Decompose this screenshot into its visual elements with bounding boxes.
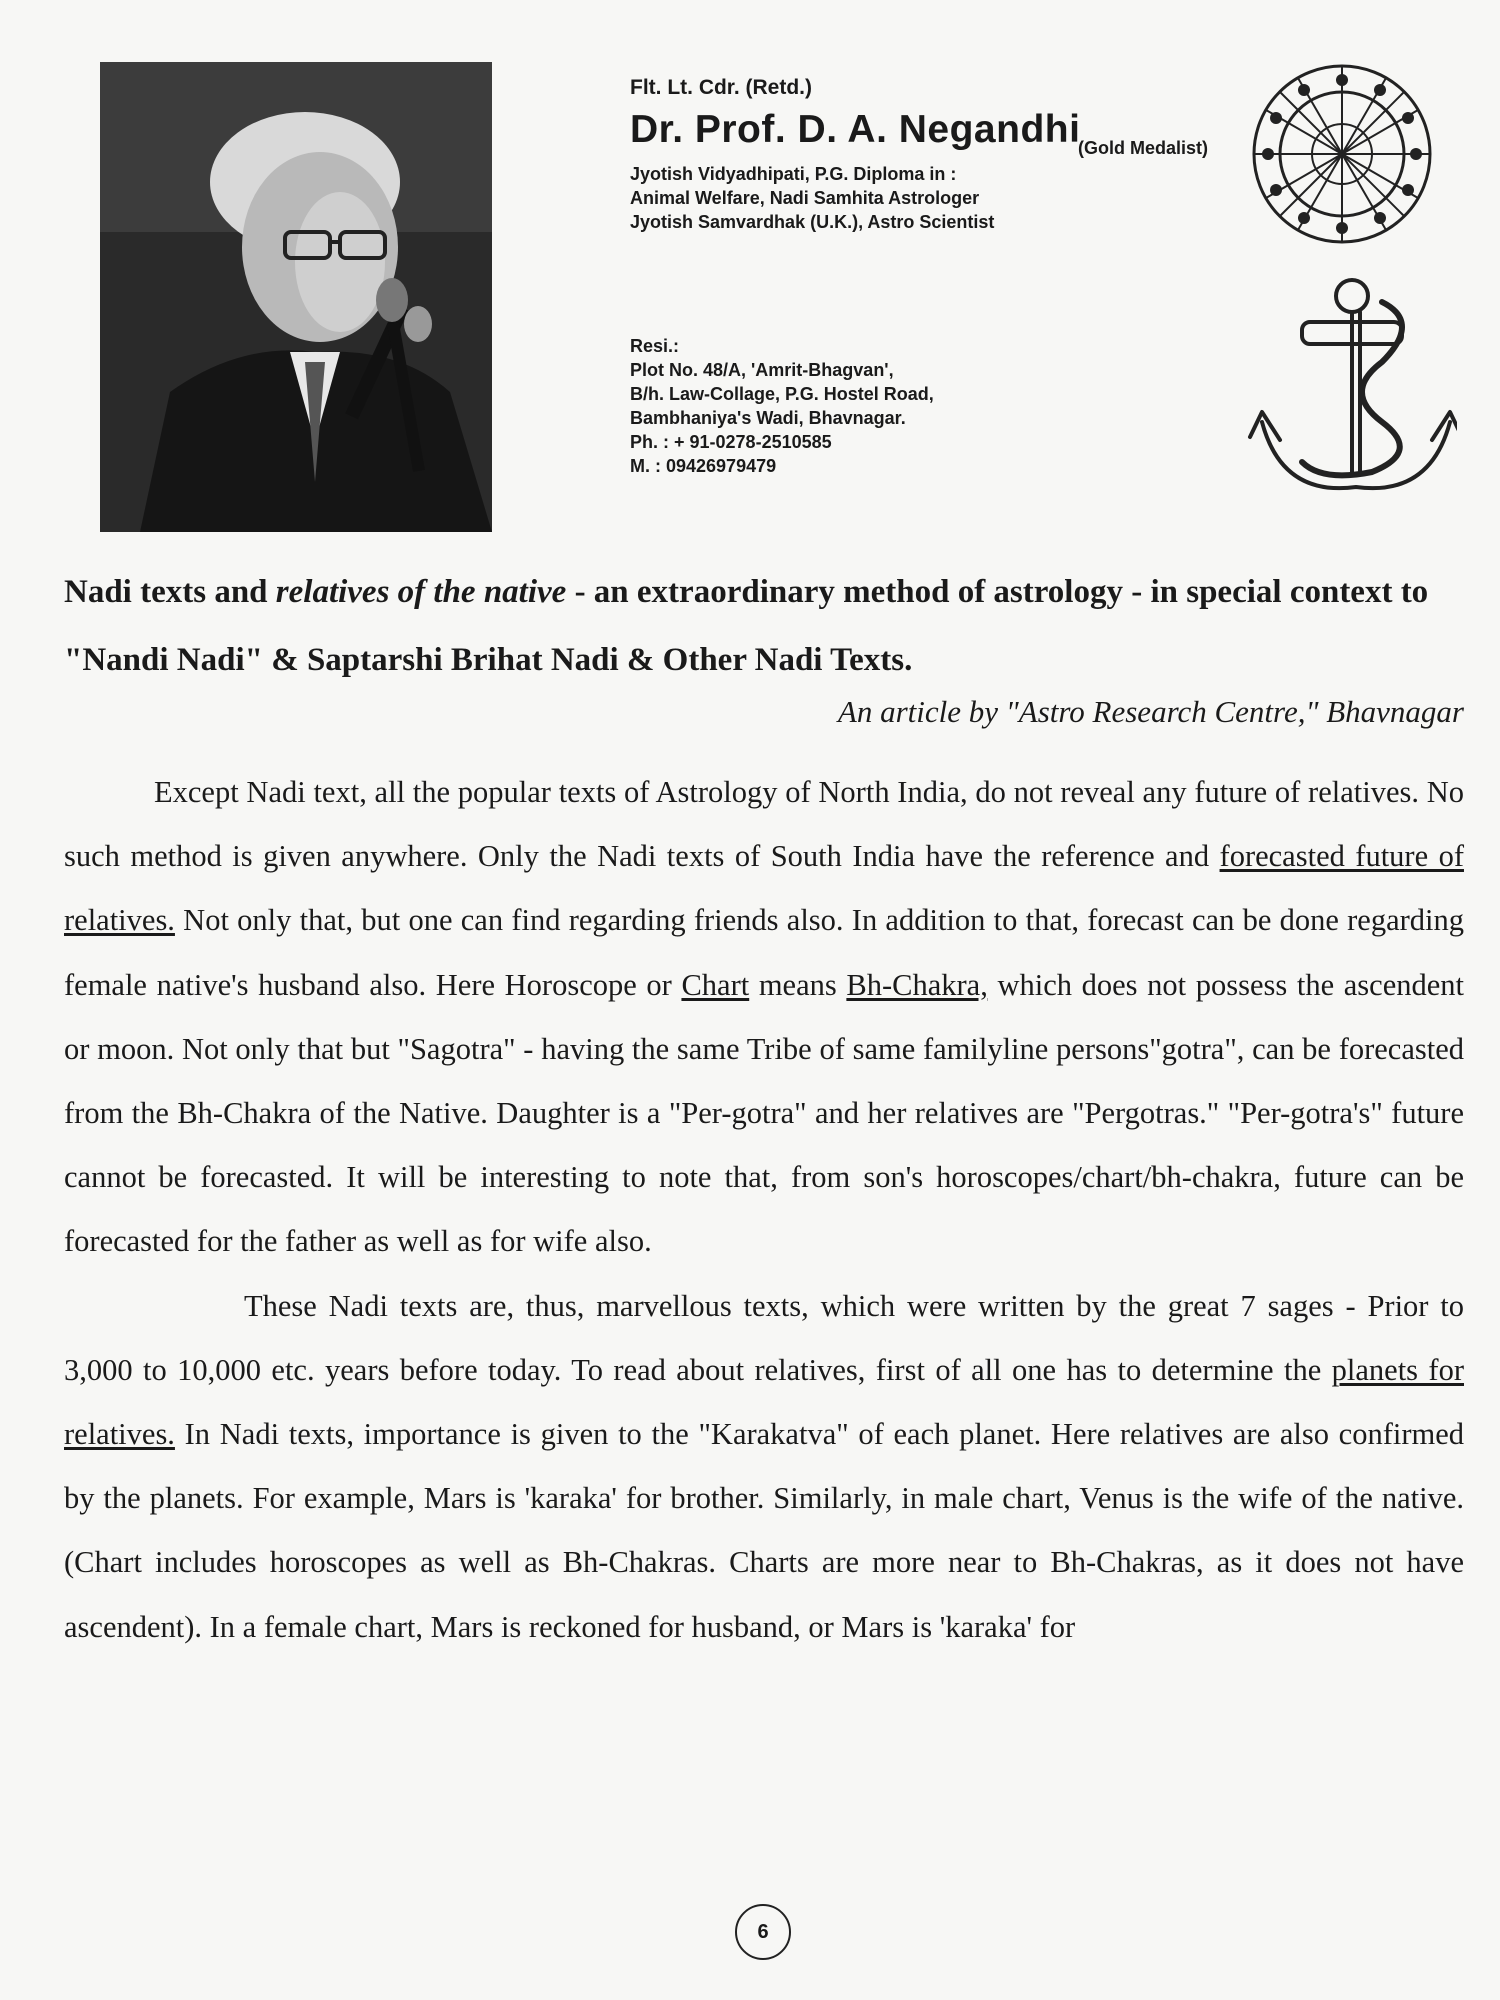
address-line: B/h. Law-Collage, P.G. Hostel Road, — [630, 384, 934, 404]
author-name: Dr. Prof. D. A. Negandhi — [630, 108, 1081, 151]
mobile-line: M. : 09426979479 — [630, 456, 777, 476]
author-photo — [100, 62, 492, 532]
credential-line: Jyotish Vidyadhipati, P.G. Diploma in : — [630, 164, 957, 184]
paragraph-text: In Nadi texts, importance is given to the "Karakatva" of each planet. Here relatives are also confirmed by the planets. For example, Mars is 'karaka' for brother. Similarly, in male chart, Venus is the wife of the native. (Chart includes horoscopes as well as Bh-Chakras. Charts are more near to Bh-Chakras, as it does not have ascendent). In a female chart, Mars is reckoned for husband, or Mars is 'karaka' for — [64, 1417, 1464, 1644]
headline-text: - an extraordinary method of astrology - in special context to "Nandi Nadi" & Saptarshi Brihat Nadi & Other Nadi Texts. — [64, 574, 1429, 678]
paragraph-text: means — [749, 967, 847, 1002]
underlined-text: forecasted future of relatives. — [64, 839, 1464, 938]
zodiac-wheel-icon — [1250, 62, 1435, 247]
page-number: 6 — [735, 1904, 791, 1960]
paragraph-text: These Nadi texts are, thus, marvellous texts, which were written by the great 7 sages - Prior to 3,000 to 10,000 etc. years before today. To read about relatives, first of all one has to determine the — [64, 1288, 1464, 1387]
author-address — [630, 334, 934, 478]
article-headline — [64, 558, 1464, 694]
paragraph — [64, 760, 1464, 1274]
paragraph-text: which does not possess the ascendent or moon. Not only that but "Sagotra" - having the same Tribe of same familyline persons"gotra", can be forecasted from the Bh-Chakra of the Native. Daughter is a "Per-gotra" and her relatives are "Pergotras." "Per-gotra's" future cannot be forecasted. It will be interesting to note that, from son's horoscopes/chart/bh-chakra, future can be forecasted for the father as well as for wife also. — [64, 967, 1465, 1259]
headline-italic-text: relatives of the native — [275, 574, 567, 610]
underlined-text: planets for relatives. — [64, 1352, 1464, 1452]
credential-line: Jyotish Samvardhak (U.K.), Astro Scientist — [630, 212, 995, 232]
article-byline: An article by "Astro Research Centre," Bhavnagar — [837, 694, 1464, 729]
phone-line: Ph. : + 91-0278-2510585 — [630, 432, 832, 452]
paragraph — [64, 1274, 1464, 1659]
author-credentials — [630, 162, 1250, 234]
anchor-icon — [1232, 272, 1457, 507]
address-line: Plot No. 48/A, 'Amrit-Bhagvan', — [630, 360, 894, 380]
underlined-text: Bh-Chakra, — [846, 967, 988, 1002]
address-line: Bambhaniya's Wadi, Bhavnagar. — [630, 408, 906, 428]
author-header — [630, 76, 1250, 234]
credential-line: Animal Welfare, Nadi Samhita Astrologer — [630, 188, 980, 208]
article-body — [64, 760, 1464, 1659]
headline-text: Nadi texts and — [64, 574, 276, 610]
underlined-text: Chart — [681, 967, 750, 1002]
address-line: Resi.: — [630, 336, 680, 356]
paragraph-text: Except Nadi text, all the popular texts of Astrology of North India, do not reveal any future of relatives. No such method is given anywhere. Only the Nadi texts of South India have the reference and — [64, 775, 1464, 874]
author-honor: (Gold Medalist) — [1078, 138, 1208, 158]
author-rank: Flt. Lt. Cdr. (Retd.) — [630, 76, 812, 99]
paragraph-text: Not only that, but one can find regarding friends also. In addition to that, forecast can be done regarding female native's husband also. Here Horoscope or — [64, 903, 1464, 1002]
